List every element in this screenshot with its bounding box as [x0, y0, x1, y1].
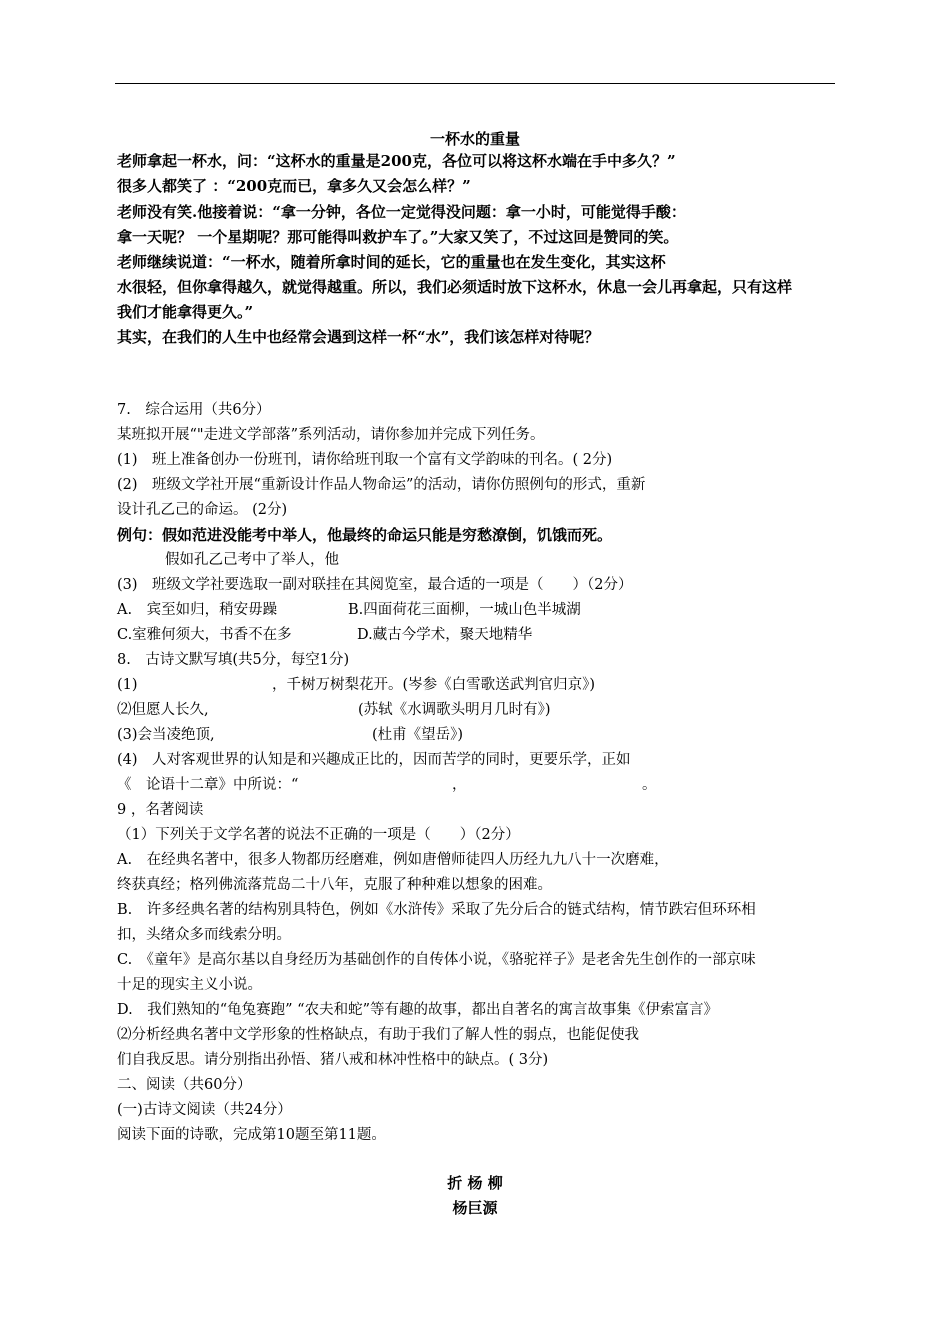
q8-line3-text: (3)会当凌绝顶, — [117, 727, 215, 743]
q9-option-c-cont: 十足的现实主义小说。 — [117, 977, 262, 993]
q8-line4-comma: ， — [452, 777, 467, 793]
q7-option-a: A. 宾至如归，稍安毋躁 — [117, 602, 278, 618]
q7-fill-line: 假如孔乙己考中了举人，他 — [165, 552, 339, 568]
article-line: 老师继续说道：“一杯水，随着所拿时间的延长，它的重量也在发生变化，其实这杯 — [117, 253, 666, 271]
q9-option-b: B. 许多经典名著的结构别具特色，例如《水浒传》采取了先分后合的链式结构，情节跌宕但环环相 — [117, 902, 756, 918]
q8-line2-source: (苏轼《水调歌头明月几时有》) — [358, 702, 551, 718]
article-line: 其实，在我们的人生中也经常会遇到这样一杯“水”，我们该怎样对待呢？ — [117, 328, 600, 346]
poem-title: 折 杨 柳 — [447, 1174, 503, 1192]
article-title: 一杯水的重量 — [429, 130, 520, 148]
article-line: 我们才能拿得更久。” — [117, 303, 254, 321]
q8-heading: 8. 古诗文默写填(共5分，每空1分) — [117, 652, 350, 668]
q7-sub2: (2) 班级文学社开展“重新设计作品人物命运”的活动，请你仿照例句的形式，重新 — [117, 477, 646, 493]
q7-option-b: B.四面荷花三面柳，一城山色半城湖 — [348, 602, 581, 618]
q9-option-d: D. 我们熟知的“龟兔赛跑” “农夫和蛇”等有趣的故事，都出自著名的寓言故事集《伊索富言》 — [117, 1002, 718, 1018]
q7-sub2-cont: 设计孔乙己的命运。 (2分) — [117, 502, 288, 518]
q9-sub2-cont: 们自我反思。请分别指出孙悟、猪八戒和林冲性格中的缺点。( 3分) — [117, 1052, 549, 1068]
q7-example: 例句：假如范进没能考中举人，他最终的命运只能是穷愁潦倒，饥饿而死。 — [117, 526, 613, 544]
q7-option-d: D.藏古今学术，聚天地精华 — [357, 627, 533, 643]
q8-line3-source: (杜甫《望岳》) — [372, 727, 464, 743]
article-line: 老师没有笑.他接着说：“拿一分钟，各位一定觉得没问题：拿一小时，可能觉得手酸： — [117, 203, 686, 221]
q9-sub2: ⑵分析经典名著中文学形象的性格缺点，有助于我们了解人性的弱点，也能促使我 — [117, 1027, 639, 1043]
part2-section: (一)古诗文阅读（共24分） — [117, 1102, 292, 1118]
header-rule — [115, 83, 835, 84]
q7-option-c: C.室雅何须大，书香不在多 — [117, 627, 292, 643]
q8-line4: (4) 人对客观世界的认知是和兴趣成正比的，因而苦学的同时，更要乐学，正如 — [117, 752, 631, 768]
q9-option-a-cont: 终获真经；格列佛流落荒岛二十八年，克服了种种难以想象的困难。 — [117, 877, 552, 893]
q8-line4-end: 。 — [642, 777, 657, 793]
article-line: 很多人都笑了 ：“200克而已，拿多久又会怎么样？” — [117, 177, 471, 195]
q8-line4-cont: 《 论语十二章》中所说：“ — [117, 777, 299, 793]
part2-instruction: 阅读下面的诗歌，完成第10题至第11题。 — [117, 1127, 386, 1143]
q7-intro: 某班拟开展“"走进文学部落”系列活动，请你参加并完成下列任务。 — [117, 427, 545, 443]
q7-sub3: (3) 班级文学社要选取一副对联挂在其阅览室，最合适的一项是（ ）（2分） — [117, 577, 633, 593]
q8-line1-num: (1) — [117, 677, 138, 693]
article-line: 拿一天呢？ 一个星期呢？那可能得叫救护车了。”大家又笑了，不过这回是赞同的笑。 — [117, 228, 679, 246]
poem-author: 杨巨源 — [452, 1199, 498, 1217]
part2-heading: 二、阅读（共60分） — [117, 1077, 252, 1093]
q8-line2-text: ⑵但愿人长久, — [117, 702, 209, 718]
q7-sub1: (1) 班上准备创办一份班刊，请你给班刊取一个富有文学韵味的刊名。( 2分) — [117, 452, 613, 468]
article-line: 老师拿起一杯水，问：“这杯水的重量是200克，各位可以将这杯水端在手中多久？” — [117, 152, 676, 170]
q7-heading: 7. 综合运用（共6分） — [117, 402, 271, 418]
q9-option-c: C. 《童年》是高尔基以自身经历为基础创作的自传体小说，《骆驼祥子》是老舍先生创作的一部京味 — [117, 952, 756, 968]
q9-heading: 9 ，名著阅读 — [117, 802, 204, 818]
article-line: 水很轻，但你拿得越久，就觉得越重。所以，我们必须适时放下这杯水，休息一会儿再拿起，只有这样 — [117, 278, 793, 296]
q9-option-b-cont: 扣，头绪众多而线索分明。 — [117, 927, 291, 943]
q8-line1-text: ，千树万树梨花开。(岑参《白雪歌送武判官归京》) — [272, 677, 596, 693]
q9-sub1: （1）下列关于文学名著的说法不正确的一项是（ ）（2分） — [117, 827, 520, 843]
q9-option-a: A. 在经典名著中，很多人物都历经磨难，例如唐僧师徒四人历经九九八十一次磨难， — [117, 852, 669, 868]
